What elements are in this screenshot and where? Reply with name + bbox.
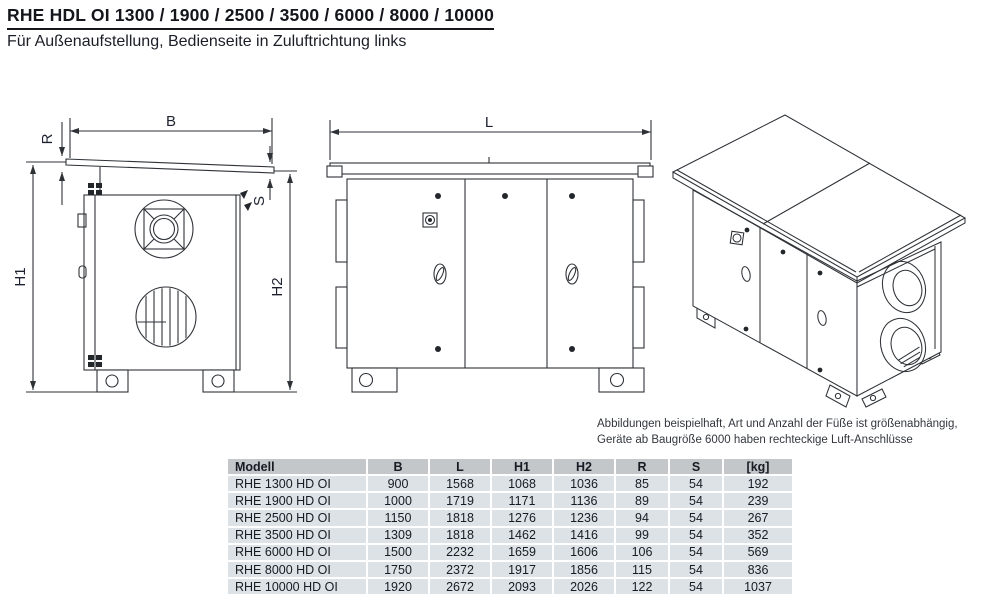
cell-value: 1500 [368, 545, 428, 560]
dim-label-l: L [484, 114, 494, 131]
cell-value: 2672 [430, 579, 490, 594]
cell-value: 89 [616, 493, 668, 508]
cell-value: 1150 [368, 510, 428, 525]
column-header-modell: Modell [228, 459, 366, 474]
table-row [228, 545, 792, 560]
cell-model: RHE 10000 HD OI [228, 579, 366, 594]
column-header-kg: [kg] [724, 459, 792, 474]
drawing-note [597, 417, 958, 448]
cell-model: RHE 8000 HD OI [228, 562, 366, 577]
cell-value: 1000 [368, 493, 428, 508]
cell-value: 836 [724, 562, 792, 577]
dim-label-r: R [39, 133, 56, 145]
cell-value: 1416 [554, 528, 614, 543]
cell-value: 1917 [492, 562, 552, 577]
cell-value: 1309 [368, 528, 428, 543]
dim-label-b: B [165, 113, 177, 130]
cell-value: 1920 [368, 579, 428, 594]
table-row [228, 579, 792, 594]
cell-value: 569 [724, 545, 792, 560]
table-row [228, 493, 792, 508]
table-row [228, 510, 792, 525]
cell-value: 99 [616, 528, 668, 543]
cell-value: 54 [670, 545, 722, 560]
cell-value: 1719 [430, 493, 490, 508]
column-header-r: R [616, 459, 668, 474]
drawing-note-line2: Geräte ab Baugröße 6000 haben rechteckige Luft-Anschlüsse [597, 433, 913, 446]
cell-value: 900 [368, 476, 428, 491]
cell-value: 267 [724, 510, 792, 525]
cell-value: 352 [724, 528, 792, 543]
cell-value: 54 [670, 562, 722, 577]
cell-value: 115 [616, 562, 668, 577]
column-header-b: B [368, 459, 428, 474]
cell-value: 122 [616, 579, 668, 594]
cell-value: 1462 [492, 528, 552, 543]
dimensions-table [226, 457, 794, 596]
dim-label-s: S [251, 195, 268, 207]
front-view-drawing [12, 113, 297, 392]
cell-value: 1036 [554, 476, 614, 491]
cell-value: 1659 [492, 545, 552, 560]
cell-value: 1606 [554, 545, 614, 560]
cell-value: 54 [670, 493, 722, 508]
table-row [228, 562, 792, 577]
page-subtitle: Für Außenaufstellung, Bedienseite in Zuluftrichtung links [7, 33, 407, 50]
cell-value: 2372 [430, 562, 490, 577]
column-header-s: S [670, 459, 722, 474]
table-row [228, 476, 792, 491]
cell-value: 1068 [492, 476, 552, 491]
cell-value: 2093 [492, 579, 552, 594]
cell-value: 94 [616, 510, 668, 525]
cell-value: 1568 [430, 476, 490, 491]
side-view-drawing [327, 114, 653, 392]
cell-value: 106 [616, 545, 668, 560]
cell-value: 1818 [430, 510, 490, 525]
page-title: RHE HDL OI 1300 / 1900 / 2500 / 3500 / 6000 / 8000 / 10000 [7, 5, 494, 30]
column-header-l: L [430, 459, 490, 474]
column-header-h1: H1 [492, 459, 552, 474]
table-header-row [228, 459, 792, 474]
cell-value: 1236 [554, 510, 614, 525]
cell-value: 1856 [554, 562, 614, 577]
cell-value: 1136 [554, 493, 614, 508]
cell-value: 192 [724, 476, 792, 491]
cell-value: 54 [670, 510, 722, 525]
cell-model: RHE 1900 HD OI [228, 493, 366, 508]
dim-label-h2: H2 [269, 277, 286, 297]
isometric-view-drawing [673, 115, 965, 407]
drawing-note-line1: Abbildungen beispielhaft, Art und Anzahl der Füße ist größenabhängig, [597, 418, 958, 430]
cell-value: 54 [670, 579, 722, 594]
cell-value: 2026 [554, 579, 614, 594]
cell-value: 1037 [724, 579, 792, 594]
cell-model: RHE 2500 HD OI [228, 510, 366, 525]
cell-value: 1750 [368, 562, 428, 577]
cell-value: 1171 [492, 493, 552, 508]
cell-value: 54 [670, 476, 722, 491]
cell-value: 239 [724, 493, 792, 508]
cell-value: 85 [616, 476, 668, 491]
column-header-h2: H2 [554, 459, 614, 474]
cell-value: 1818 [430, 528, 490, 543]
cell-value: 1276 [492, 510, 552, 525]
cell-value: 2232 [430, 545, 490, 560]
cell-value: 54 [670, 528, 722, 543]
dim-label-h1: H1 [12, 267, 29, 287]
cell-model: RHE 1300 HD OI [228, 476, 366, 491]
table-row [228, 528, 792, 543]
cell-model: RHE 6000 HD OI [228, 545, 366, 560]
cell-model: RHE 3500 HD OI [228, 528, 366, 543]
